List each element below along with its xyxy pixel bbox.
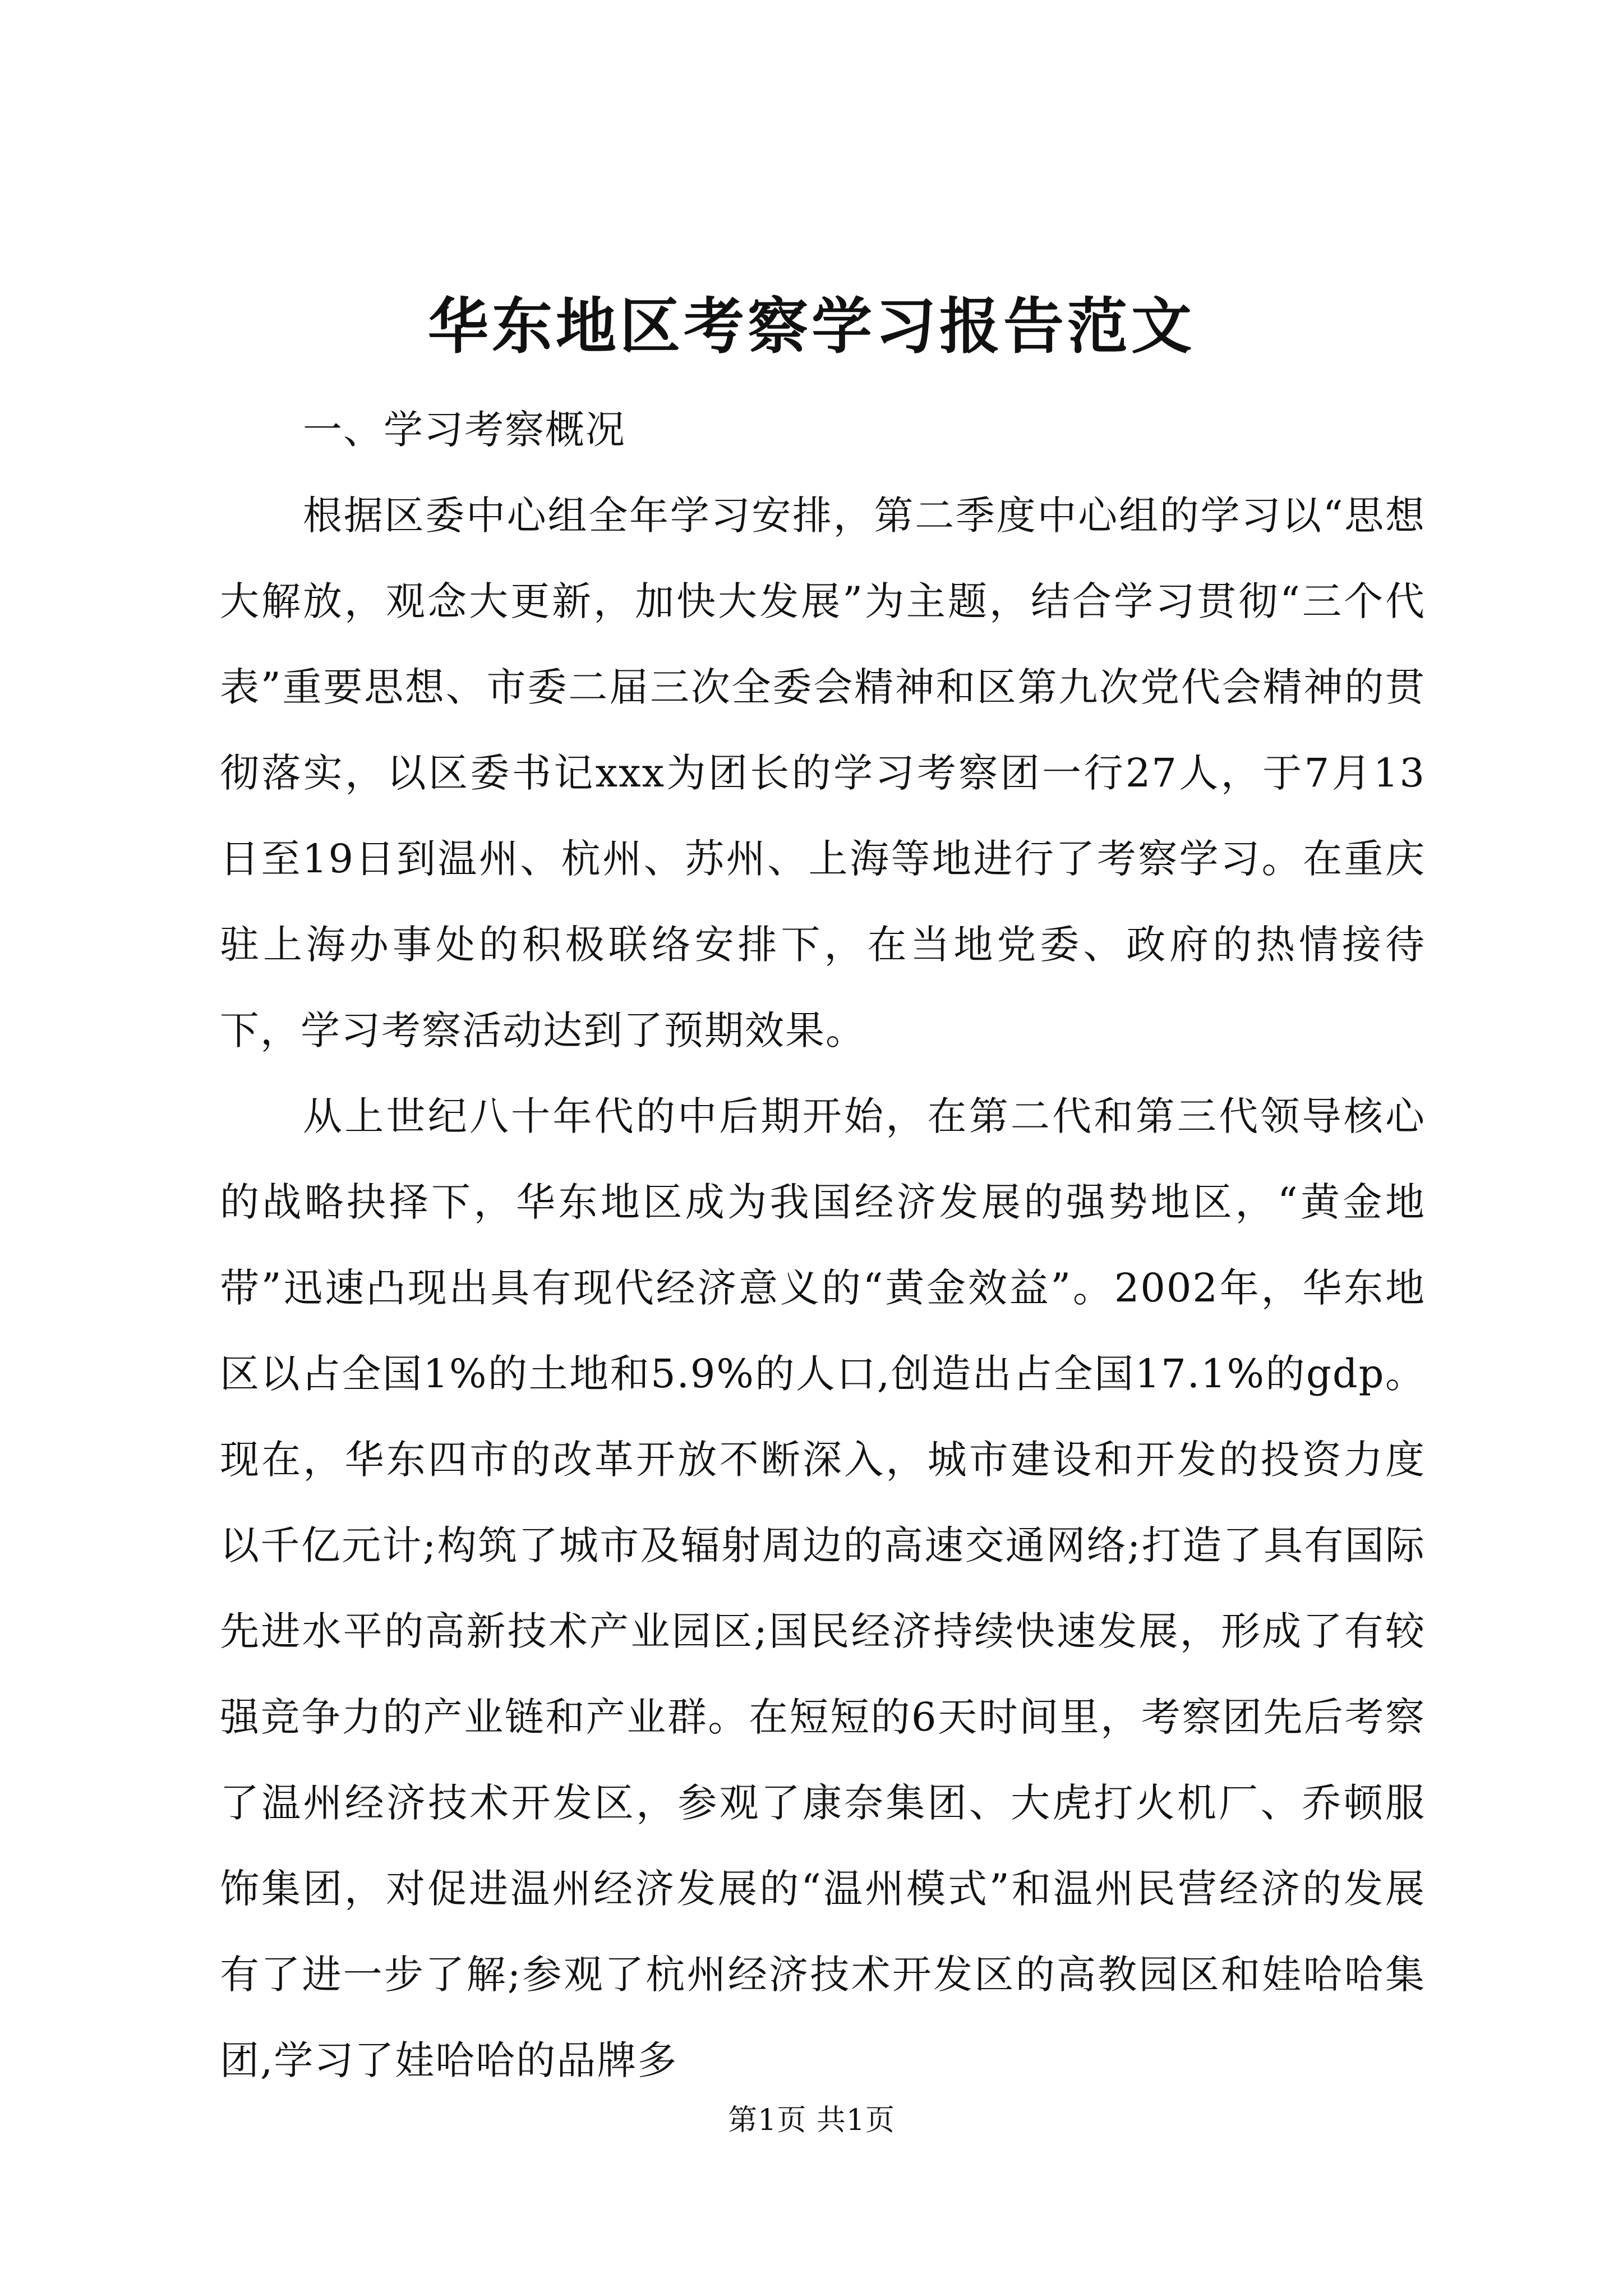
section-heading: 一、学习考察概况 [303, 407, 626, 453]
body-paragraph-2: 从上世纪八十年代的中后期开始，在第二代和第三代领导核心的战略抉择下，华东地区成为我国经济发展的强势地区，“黄金地带”迅速凸现出具有现代经济意义的“黄金效益”。2002年，华东地区以占全国1%的土地和5.9%的人口,创造出占全国17.1%的gdp。现在，华东四市的改革开放不断深入，城市建设和开发的投资力度以千亿元计;构筑了城市及辐射周边的高速交通网络;打造了具有国际先进水平的高新技术产业园区;国民经济持续快速发展，形成了有较强竞争力的产业链和产业群。在短短的6天时间里，考察团先后考察了温州经济技术开发区，参观了康奈集团、大虎打火机厂、乔顿服饰集团，对促进温州经济发展的“温州模式”和温州民营经济的发展有了进一步了解;参观了杭州经济技术开发区的高教园区和娃哈哈集团,学习了娃哈哈的品牌多 [220, 1093, 1426, 2083]
document-title: 华东地区考察学习报告范文 [427, 291, 1195, 362]
document-body [220, 387, 1426, 2104]
body-paragraph-1: 根据区委中心组全年学习安排，第二季度中心组的学习以“思想大解放，观念大更新，加快大发展”为主题，结合学习贯彻“三个代表”重要思想、市委二届三次全委会精神和区第九次党代会精神的贯彻落实，以区委书记xxx为团长的学习考察团一行27人，于7月13日至19日到温州、杭州、苏州、上海等地进行了考察学习。在重庆驻上海办事处的积极联络安排下，在当地党委、政府的热情接待下，学习考察活动达到了预期效果。 [220, 493, 1426, 1053]
page-footer: 第1页 共1页 [728, 2104, 895, 2137]
